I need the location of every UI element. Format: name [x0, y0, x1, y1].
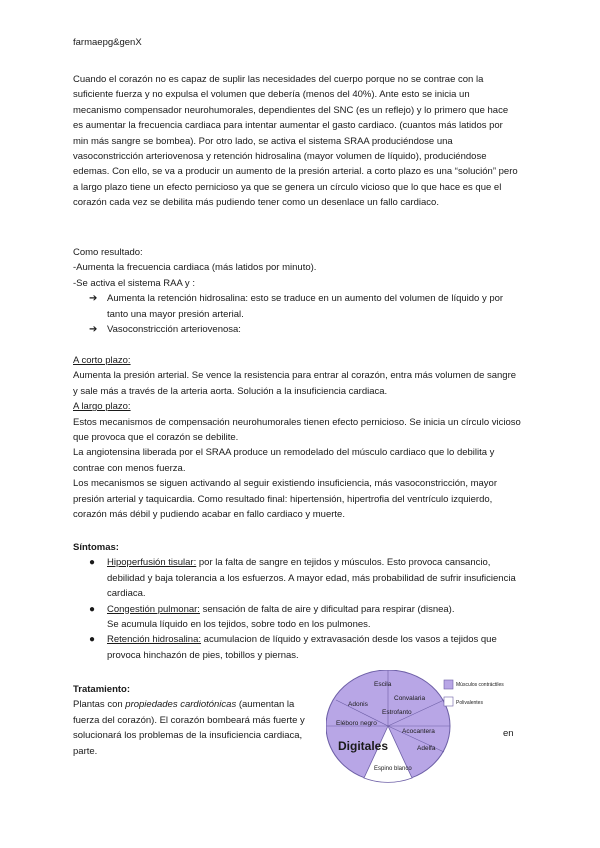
figure-label: Adonis	[348, 701, 368, 708]
legend-label: Músculos contráctiles	[456, 682, 504, 688]
list-item	[73, 555, 523, 601]
list-item	[73, 602, 523, 633]
figure-label: Espino blanco	[374, 766, 412, 772]
list-item-text: Aumenta la retención hidrosalina: esto se traduce en un aumento del volumen de líquido y por tanto una mayor presión arterial.	[107, 293, 504, 320]
symptom-text: por la falta de sangre en tejidos y músculos. Esto provoca cansancio, debilidad y baja tolerancia a los esfuerzos. A mayor edad, más probabilidad de sufrir insuficiencia cardiaca.	[107, 557, 516, 600]
symptom-term: Retención hidrosalina:	[107, 634, 202, 646]
figure-label: Adelfa	[417, 745, 436, 752]
result-heading: Como resultado:	[73, 247, 143, 258]
treatment-text-before: Plantas con	[73, 699, 126, 711]
legend-swatch-white	[444, 697, 453, 706]
arrow-icon: ➔	[89, 293, 98, 305]
list-item	[73, 291, 523, 322]
symptoms-list	[73, 555, 523, 663]
treatment-text	[73, 697, 323, 743]
figure-label: Escila	[374, 681, 392, 688]
result-line-1: -Aumenta la frecuencia cardiaca (más latidos por minuto).	[73, 262, 317, 274]
treatment-trailing-word: en	[503, 728, 514, 739]
result-line-2: -Se activa el sistema RAA y :	[73, 277, 195, 289]
bullet-icon: ●	[89, 634, 96, 646]
long-term-text-2: La angiotensina liberada por el SRAA produce un remodelado del músculo cardiaco que lo debilita y contrae con menos fuerza.	[73, 447, 495, 474]
symptom-text: sensación de falta de aire y dificultad para respirar (disnea).	[199, 603, 455, 615]
figure-label: Acocantera	[402, 728, 435, 735]
symptom-extra: Se acumula líquido en los tejidos, sobre todo en los pulmones.	[107, 619, 371, 631]
treatment-last-line: parte.	[73, 745, 98, 757]
bullet-icon: ●	[89, 557, 96, 569]
result-section	[73, 245, 523, 337]
short-term-text: Aumenta la presión arterial. Se vence la resistencia para entrar al corazón, entra más volumen de sangre y sale más a través de la arteria aorta. Solución a la insuficiencia cardiaca.	[73, 370, 517, 397]
figure-label: Eléboro negro	[336, 720, 377, 727]
list-item	[73, 322, 523, 337]
symptoms-heading: Síntomas:	[73, 542, 119, 553]
bullet-icon: ●	[89, 603, 96, 615]
long-term-text-1: Estos mecanismos de compensación neurohumorales tienen efecto pernicioso. Se inicia un círculo vicioso que provoca que el corazón se debilite.	[73, 416, 521, 444]
term-section	[73, 353, 523, 522]
long-term-heading: A largo plazo:	[73, 401, 131, 413]
result-arrow-list	[73, 291, 523, 337]
intro-paragraph: Cuando el corazón no es capaz de suplir las necesidades del cuerpo porque no se contrae con la suficiente fuerza y no expulsa el volumen que debería (menos del 40%). Ante esto se inicia un mecanismo compensador neurohumorales, dependientes del SNC (es un reflejo) y lo primero que hace es aumentar la frecuencia cardiaca para intentar aumentar el gasto cardiaco. (cuantos más latidos por min más sangre se bombea). Por otro lado, se activa el sistema SRAA produciéndose una vasoconstricción arteriovenosa y retención hidrosalina (mayor volumen de líquido), produciéndose edemas. Con ello, se va a producir un aumento de la presión arterial. a corto plazo es una “solución” pero a largo plazo tiene un efecto pernicioso ya que se genera un círculo vicioso que lo que hace es que el corazón cada vez se debilita más pudiendo tener como un desenlace un fallo cardiaco.	[73, 74, 518, 209]
symptoms-section	[73, 540, 523, 663]
treatment-heading: Tratamiento:	[73, 684, 131, 695]
figure-label: Estrofanto	[382, 709, 412, 716]
legend-label: Polivalentes	[456, 700, 483, 706]
short-term-heading: A corto plazo:	[73, 355, 131, 366]
treatment-section	[73, 682, 323, 759]
arrow-icon: ➔	[89, 324, 98, 336]
figure-label: Convalaria	[394, 695, 426, 702]
list-item-text: Vasoconstricción arteriovenosa:	[107, 324, 241, 336]
symptom-term: Hipoperfusión tisular:	[107, 557, 197, 569]
treatment-italic: propiedades cardiotónicas	[125, 699, 237, 711]
list-item	[73, 632, 523, 663]
symptom-text: acumulacion de líquido y extravasación desde los vasos a tejidos que provoca hinchazón de pies, tobillos y piernas.	[107, 634, 497, 661]
symptom-term: Congestión pulmonar:	[107, 603, 200, 615]
document-header: farmaepg&genX	[73, 37, 142, 48]
cardiotonic-plants-figure	[326, 670, 586, 785]
treatment-text-after: (aumentan la fuerza del corazón). El corazón bombeará más fuerte y solucionará los problemas de la insuficiencia cardiaca,	[73, 699, 305, 742]
legend-swatch-purple	[444, 680, 453, 689]
figure-center-label: Digitales	[338, 739, 389, 753]
long-term-text-3: Los mecanismos se siguen activando al seguir existiendo insuficiencia, más vasoconstricción, mayor presión arterial y taquicardia. Como resultado final: hipertensión, hipertrofia del ventrículo izquierdo, corazón más débil y pudiendo acabar en fallo cardiaco y muerte.	[73, 478, 498, 521]
